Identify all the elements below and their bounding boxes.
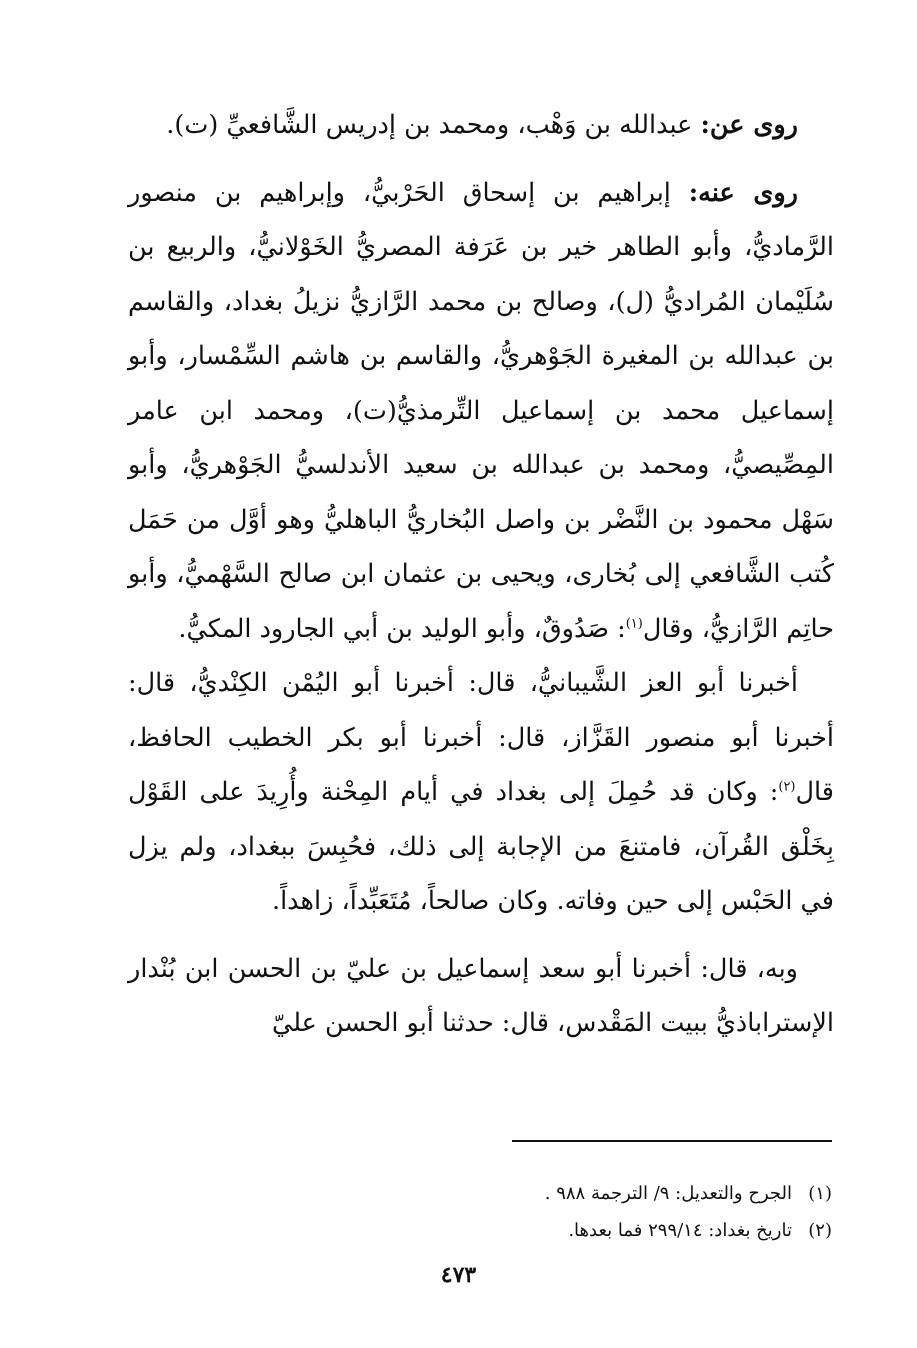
label-narrated-by: روى عنه: (688, 177, 798, 208)
khatib-text-a: أخبرنا أبو العز الشَّيبانيُّ، قال: أخبرنا أبو اليُمْن الكِنْديُّ، قال: أخبرنا أبو منصور القَزَّاز، قال: أخبرنا أبو بكر الخطيب الحافظ، قال (128, 668, 834, 807)
khatib-text-b: : وكان قد حُمِلَ إلى بغداد في أيام المِحْنة وأُرِيدَ على القَوْل بِخَلْق القُرآن، فامتنعَ من الإجابة إلى ذلك، فحُبِسَ ببغداد، ولم يزل في الحَبْس إلى حين وفاته. وكان صالحاً، مُتَعَبِّداً، زاهداً. (128, 777, 834, 916)
label-narrated-from: روى عن: (700, 110, 798, 140)
footnote-item (300, 1212, 832, 1249)
footnote-number: (٢) (808, 1220, 832, 1241)
footnote-text: الجرح والتعديل: ٩/ الترجمة ٩٨٨ . (544, 1183, 792, 1204)
footnote-item (300, 1175, 832, 1212)
narrated-by-text-b: : صَدُوقٌ، وأبو الوليد بن أبي الجارود المكيُّ. (178, 613, 626, 644)
page-number: ٤٧٣ (440, 1262, 477, 1288)
narrated-by-text-a: إبراهيم بن إسحاق الحَرْبيُّ، وإبراهيم بن منصور الرَّماديُّ، وأبو الطاهر خير بن عَرَفة المصريُّ الخَوْلانيُّ، والربيع بن سُلَيْمان المُراديُّ (ل)، وصالح بن محمد الرَّازيُّ نزيلُ بغداد، والقاسم بن عبدالله بن المغيرة الجَوْهريُّ، والقاسم بن هاشم السِّمْسار، وأبو إسماعيل محمد بن إسماعيل التِّرمذيُّ(ت)، ومحمد ابن عامر المِصِّيصيُّ، ومحمد بن عبدالله بن سعيد الأندلسيُّ الجَوْهريُّ، وأبو سَهْل محمود بن النَّضْر بن واصل البُخاريُّ الباهليُّ وهو أوَّل من حَمَل كُتب الشَّافعي إلى بُخارى، ويحيى بن عثمان ابن صالح السَّهْميُّ، وأبو حاتِم الرَّازيُّ، وقال (128, 177, 834, 644)
main-text (128, 98, 834, 1051)
chain-text: وبه، قال: أخبرنا أبو سعد إسماعيل بن عليّ بن الحسن ابن بُنْدار الإستراباذيُّ ببيت المَقْدس، قال: حدثنا أبو الحسن عليّ (128, 953, 834, 1038)
footnote-divider (512, 1140, 832, 1142)
footnote-ref-2[interactable]: (٢) (778, 779, 796, 795)
footnotes (300, 1175, 832, 1249)
footnote-text: تاريخ بغداد: ٢٩٩/١٤ فما بعدها. (568, 1220, 792, 1241)
paragraph-chain (128, 942, 834, 1051)
paragraph-narrated-by (128, 166, 834, 657)
footnote-ref-1[interactable]: (١) (625, 616, 643, 631)
footnote-number: (١) (808, 1183, 832, 1204)
paragraph-narrated-from (128, 98, 834, 153)
paragraph-khatib-report (128, 656, 834, 929)
narrated-from-text: عبدالله بن وَهْب، ومحمد بن إدريس الشَّافعيِّ (ت). (166, 110, 701, 140)
